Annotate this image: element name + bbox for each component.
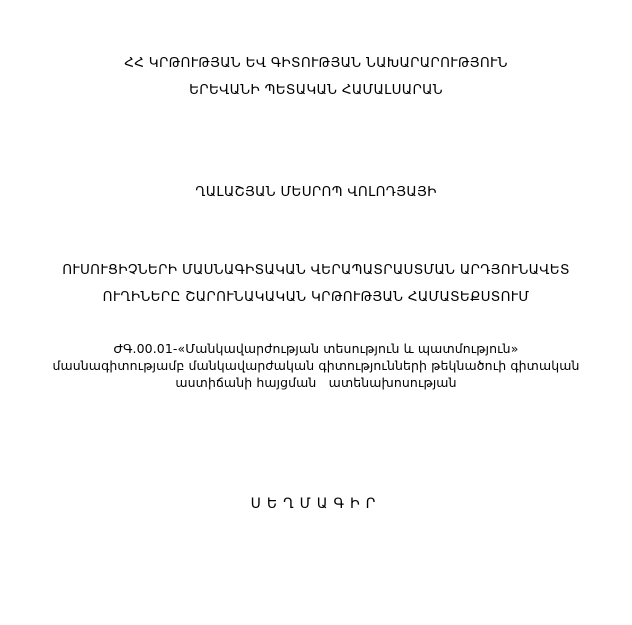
specialty-line-1: ԺԳ.00.01-«Մանկավարժության տեսություն և պատմություն» [113,341,519,356]
specialty-line-3: աստիճանի հայցման ատենախոսության [175,375,457,390]
specialty-line-2: մասնագիտությամբ մանկավարժական գիտությունների թեկնածուի գիտական [52,358,580,373]
author-name: ՂԱԼԱՇՅԱՆ ՄԵՍՐՈՊ ՎՈԼՈԴՅԱՅԻ [195,184,437,200]
ministry-heading: ՀՀ ԿՐԹՈՒԹՅԱՆ ԵՎ ԳԻՏՈՒԹՅԱՆ ՆԱԽԱՐԱՐՈՒԹՅՈՒՆ [124,55,508,71]
university-heading: ԵՐԵՎԱՆԻ ՊԵՏԱԿԱՆ ՀԱՄԱԼՍԱՐԱՆ [189,82,443,98]
abstract-label: ՍԵՂՄԱԳԻՐ [250,496,382,512]
thesis-title-line-1: ՈՒՍՈՒՑԻՉՆԵՐԻ ՄԱՍՆԱԳԻՏԱԿԱՆ ՎԵՐԱՊԱՏՐԱՍՏՄԱՆ ԱՐԴՅՈՒՆԱՎԵՏ [62,262,570,278]
thesis-title-line-2: ՈՒՂԻՆԵՐԸ ՇԱՐՈՒՆԱԿԱԿԱՆ ԿՐԹՈՒԹՅԱՆ ՀԱՄԱՏԵՔՍՏՈՒՄ [102,289,530,305]
